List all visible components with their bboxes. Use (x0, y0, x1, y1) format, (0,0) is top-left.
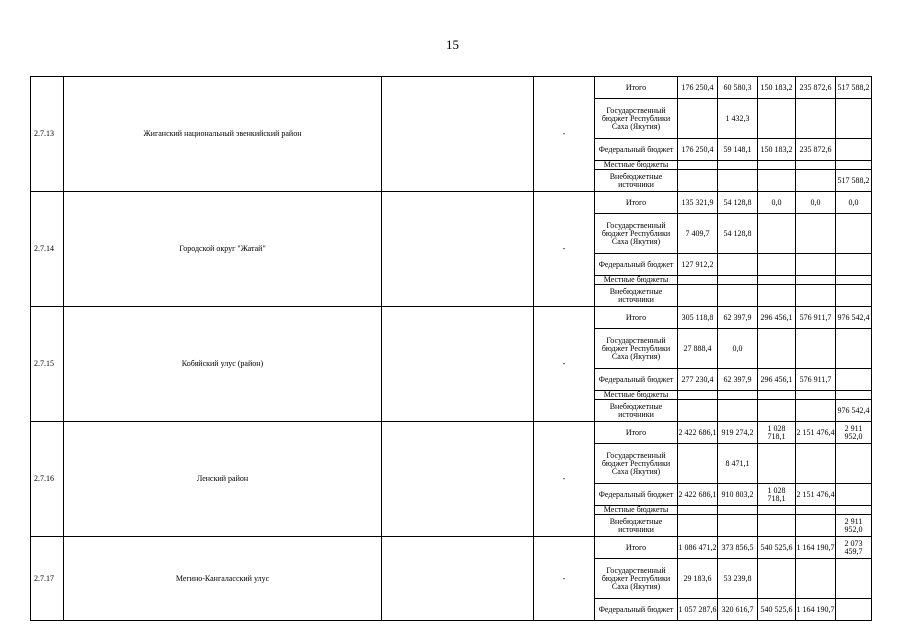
amount-cell (836, 254, 872, 276)
funding-source: Местные бюджеты (595, 506, 678, 515)
amount-cell (718, 391, 758, 400)
section-name: Городской округ "Жатай" (64, 192, 382, 307)
amount-cell: 373 856,5 (718, 537, 758, 559)
amount-cell (758, 276, 796, 285)
amount-cell (836, 559, 872, 599)
amount-cell (796, 329, 836, 369)
funding-source: Внебюджетные источники (595, 515, 678, 537)
amount-cell: 176 250,4 (678, 77, 718, 99)
amount-cell: 2 911 952,0 (836, 422, 872, 444)
budget-table (30, 76, 872, 621)
amount-cell: 59 148,1 (718, 139, 758, 161)
amount-cell: 235 872,6 (796, 139, 836, 161)
section-name: Кобяйский улус (район) (64, 307, 382, 422)
section-dash: - (534, 77, 595, 192)
amount-cell: 1 028 718,1 (758, 422, 796, 444)
section-code: 2.7.14 (31, 192, 64, 307)
amount-cell: 976 542,4 (836, 400, 872, 422)
amount-cell: 0,0 (718, 329, 758, 369)
amount-cell (758, 391, 796, 400)
amount-cell (796, 99, 836, 139)
section-dash: - (534, 192, 595, 307)
amount-cell (836, 285, 872, 307)
amount-cell (678, 161, 718, 170)
amount-cell: 62 397,9 (718, 369, 758, 391)
table-row (31, 77, 872, 99)
amount-cell (718, 400, 758, 422)
amount-cell: 29 183,6 (678, 559, 718, 599)
amount-cell: 235 872,6 (796, 77, 836, 99)
funding-source: Федеральный бюджет (595, 484, 678, 506)
funding-source: Государственный бюджет Республики Саха (Якутия) (595, 444, 678, 484)
amount-cell (718, 170, 758, 192)
amount-cell (718, 515, 758, 537)
amount-cell: 54 128,8 (718, 192, 758, 214)
amount-cell (718, 276, 758, 285)
section-blank (382, 192, 534, 307)
amount-cell (678, 276, 718, 285)
amount-cell (758, 444, 796, 484)
amount-cell (836, 369, 872, 391)
amount-cell (796, 161, 836, 170)
amount-cell: 296 456,1 (758, 307, 796, 329)
amount-cell: 54 128,8 (718, 214, 758, 254)
amount-cell (758, 99, 796, 139)
section-blank (382, 77, 534, 192)
amount-cell: 919 274,2 (718, 422, 758, 444)
amount-cell (836, 599, 872, 621)
amount-cell: 2 151 476,4 (796, 422, 836, 444)
section-code: 2.7.13 (31, 77, 64, 192)
amount-cell (836, 276, 872, 285)
amount-cell (836, 329, 872, 369)
funding-source: Итого (595, 537, 678, 559)
funding-source: Федеральный бюджет (595, 599, 678, 621)
funding-source: Государственный бюджет Республики Саха (Якутия) (595, 559, 678, 599)
amount-cell: 976 542,4 (836, 307, 872, 329)
amount-cell (796, 391, 836, 400)
amount-cell (796, 515, 836, 537)
funding-source: Государственный бюджет Республики Саха (Якутия) (595, 329, 678, 369)
amount-cell: 540 525,6 (758, 537, 796, 559)
amount-cell (758, 285, 796, 307)
amount-cell (678, 99, 718, 139)
amount-cell: 1 164 190,7 (796, 599, 836, 621)
amount-cell: 1 086 471,2 (678, 537, 718, 559)
amount-cell (718, 285, 758, 307)
table-row (31, 422, 872, 444)
amount-cell (758, 515, 796, 537)
section-blank (382, 307, 534, 422)
amount-cell (758, 506, 796, 515)
section-blank (382, 422, 534, 537)
amount-cell (796, 444, 836, 484)
amount-cell (678, 444, 718, 484)
amount-cell (836, 99, 872, 139)
amount-cell (796, 559, 836, 599)
amount-cell: 53 239,8 (718, 559, 758, 599)
amount-cell: 2 911 952,0 (836, 515, 872, 537)
amount-cell: 2 073 459,7 (836, 537, 872, 559)
table-row (31, 192, 872, 214)
amount-cell: 540 525,6 (758, 599, 796, 621)
amount-cell (796, 214, 836, 254)
section-code: 2.7.17 (31, 537, 64, 621)
funding-source: Итого (595, 422, 678, 444)
amount-cell (718, 161, 758, 170)
amount-cell: 2 422 686,1 (678, 422, 718, 444)
amount-cell (836, 139, 872, 161)
page-number: 15 (446, 37, 459, 52)
amount-cell: 576 911,7 (796, 369, 836, 391)
funding-source: Итого (595, 77, 678, 99)
amount-cell: 176 250,4 (678, 139, 718, 161)
amount-cell: 517 588,2 (836, 170, 872, 192)
amount-cell (796, 400, 836, 422)
table-row (31, 307, 872, 329)
funding-source: Федеральный бюджет (595, 369, 678, 391)
amount-cell (796, 254, 836, 276)
amount-cell: 0,0 (796, 192, 836, 214)
amount-cell: 320 616,7 (718, 599, 758, 621)
amount-cell: 8 471,1 (718, 444, 758, 484)
amount-cell: 135 321,9 (678, 192, 718, 214)
amount-cell (718, 506, 758, 515)
funding-source: Внебюджетные источники (595, 400, 678, 422)
amount-cell (678, 285, 718, 307)
amount-cell: 576 911,7 (796, 307, 836, 329)
amount-cell (758, 254, 796, 276)
section-dash: - (534, 307, 595, 422)
amount-cell: 1 028 718,1 (758, 484, 796, 506)
section-dash: - (534, 422, 595, 537)
amount-cell (758, 329, 796, 369)
funding-source: Внебюджетные источники (595, 285, 678, 307)
section-code: 2.7.15 (31, 307, 64, 422)
funding-source: Федеральный бюджет (595, 139, 678, 161)
section-blank (382, 537, 534, 621)
amount-cell: 27 888,4 (678, 329, 718, 369)
amount-cell: 2 422 686,1 (678, 484, 718, 506)
amount-cell (796, 276, 836, 285)
amount-cell: 0,0 (758, 192, 796, 214)
amount-cell: 7 409,7 (678, 214, 718, 254)
funding-source: Федеральный бюджет (595, 254, 678, 276)
funding-source: Местные бюджеты (595, 391, 678, 400)
amount-cell (836, 161, 872, 170)
amount-cell (678, 400, 718, 422)
amount-cell (678, 515, 718, 537)
amount-cell (836, 444, 872, 484)
amount-cell: 517 588,2 (836, 77, 872, 99)
amount-cell (758, 214, 796, 254)
amount-cell (836, 391, 872, 400)
funding-source: Внебюджетные источники (595, 170, 678, 192)
amount-cell: 910 803,2 (718, 484, 758, 506)
amount-cell (758, 161, 796, 170)
amount-cell: 150 183,2 (758, 139, 796, 161)
section-name: Мегино-Кангаласский улус (64, 537, 382, 621)
amount-cell: 1 164 190,7 (796, 537, 836, 559)
amount-cell (758, 559, 796, 599)
section-dash: - (534, 537, 595, 621)
funding-source: Итого (595, 192, 678, 214)
amount-cell: 277 230,4 (678, 369, 718, 391)
amount-cell: 305 118,8 (678, 307, 718, 329)
amount-cell: 1 057 287,6 (678, 599, 718, 621)
amount-cell: 1 432,3 (718, 99, 758, 139)
funding-source: Местные бюджеты (595, 161, 678, 170)
amount-cell (836, 214, 872, 254)
section-name: Ленский район (64, 422, 382, 537)
amount-cell: 2 151 476,4 (796, 484, 836, 506)
amount-cell: 62 397,9 (718, 307, 758, 329)
amount-cell (836, 506, 872, 515)
amount-cell (678, 170, 718, 192)
amount-cell: 150 183,2 (758, 77, 796, 99)
amount-cell (678, 391, 718, 400)
section-name: Жиганский национальный эвенкийский район (64, 77, 382, 192)
amount-cell: 127 912,2 (678, 254, 718, 276)
amount-cell (796, 285, 836, 307)
amount-cell: 0,0 (836, 192, 872, 214)
funding-source: Государственный бюджет Республики Саха (Якутия) (595, 214, 678, 254)
amount-cell (796, 170, 836, 192)
amount-cell (678, 506, 718, 515)
funding-source: Итого (595, 307, 678, 329)
amount-cell (796, 506, 836, 515)
amount-cell: 296 456,1 (758, 369, 796, 391)
amount-cell (836, 484, 872, 506)
amount-cell: 60 580,3 (718, 77, 758, 99)
amount-cell (718, 254, 758, 276)
section-code: 2.7.16 (31, 422, 64, 537)
funding-source: Государственный бюджет Республики Саха (Якутия) (595, 99, 678, 139)
amount-cell (758, 170, 796, 192)
table-row (31, 537, 872, 559)
funding-source: Местные бюджеты (595, 276, 678, 285)
amount-cell (758, 400, 796, 422)
